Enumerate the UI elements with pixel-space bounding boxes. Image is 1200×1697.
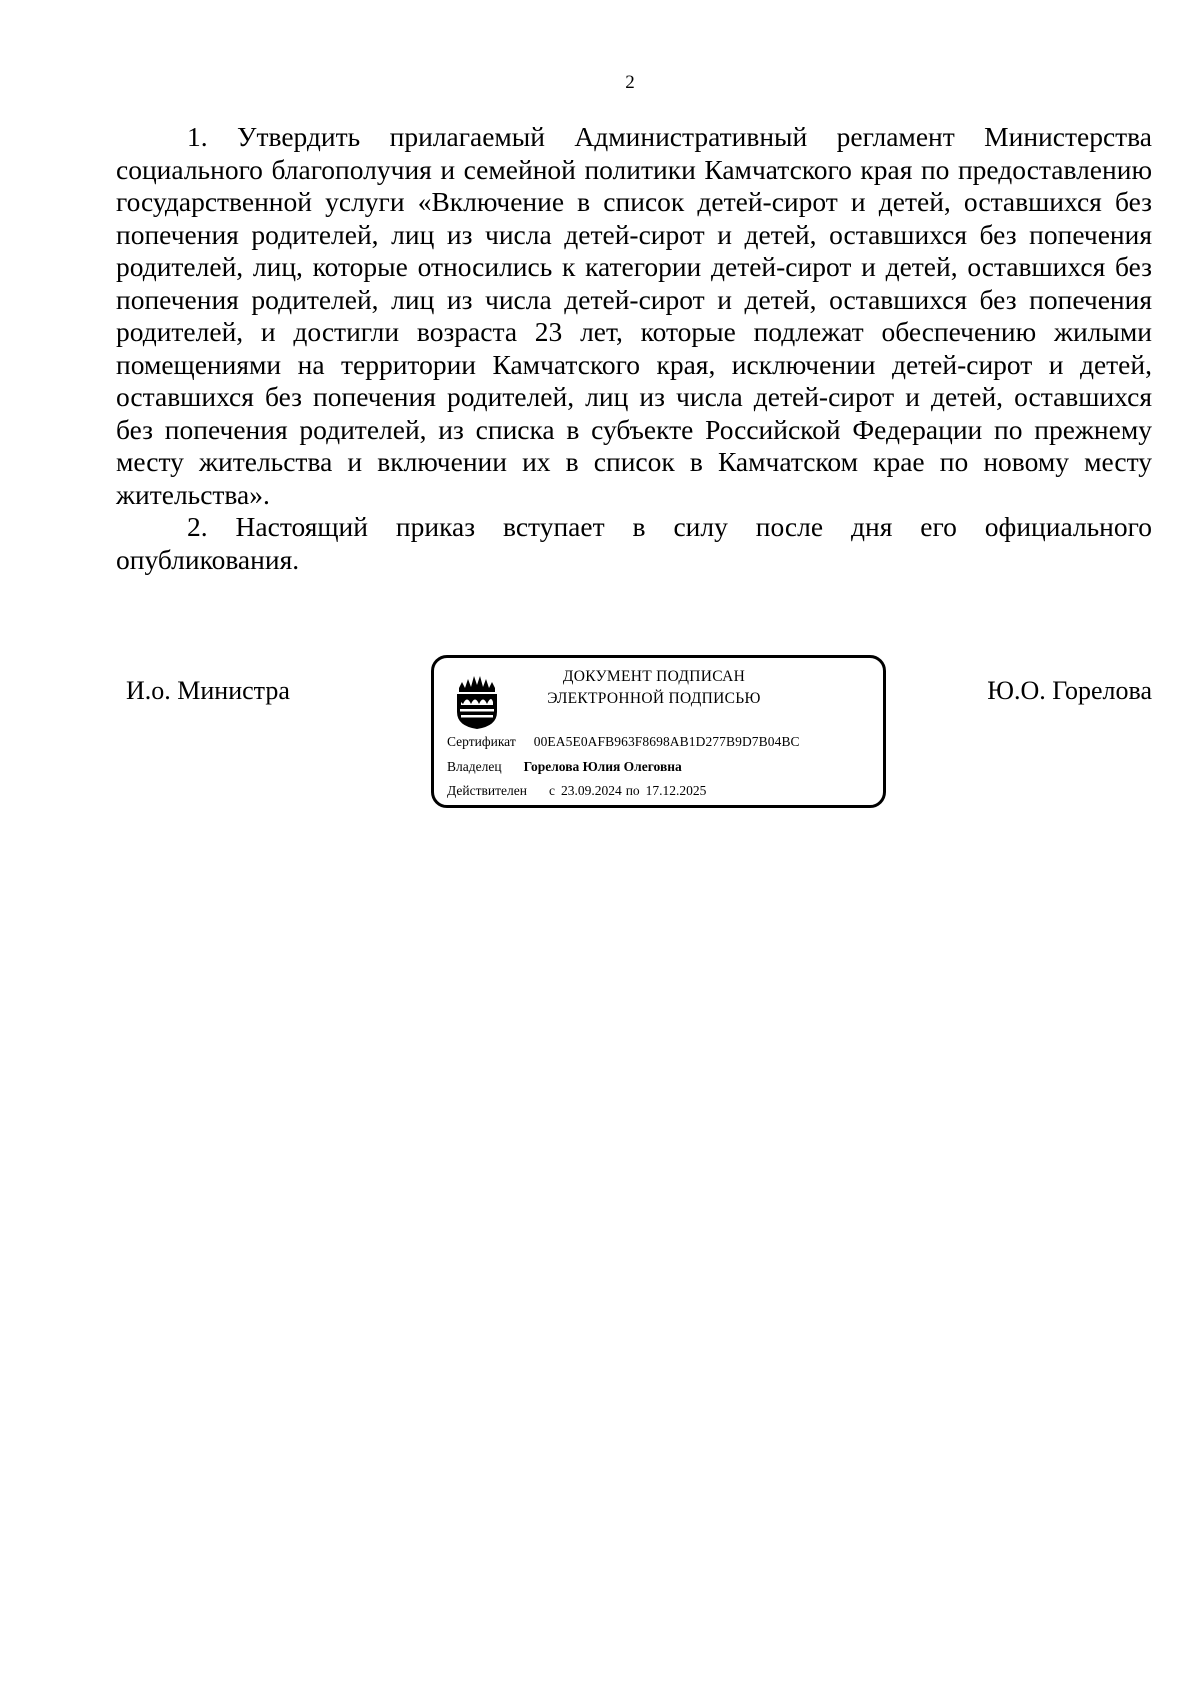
certificate-value: 00EA5E0AFB963F8698AB1D277B9D7B04BC [533, 734, 800, 749]
paragraph-approve-regulation: 1. Утвердить прилагаемый Административный регламент Министерства социального благополучия и семейной политики Камчатского края по предоставлению государственной услуги «Включение в список детей-сирот и детей, оставшихся без попечения родителей, лиц из числа детей-сирот и детей, оставшихся без попечения родителей, лиц, которые относились к категории детей-сирот и детей, оставшихся без попечения родителей, лиц из числа детей-сирот и детей, оставшихся без попечения родителей, и достигли возраста 23 лет, которые подлежат обеспечению жилыми помещениями на территории Камчатского края, исключении детей-сирот и детей, оставшихся без попечения родителей, лиц из числа детей-сирот и детей, оставшихся без попечения родителей, из списка в субъекте Российской Федерации по прежнему месту жительства и включении их в список в Камчатском крае по новому месту жительства». [116, 121, 1152, 510]
stamp-title-line-1: ДОКУМЕНТ ПОДПИСАН [562, 668, 746, 685]
page-number: 2 [625, 72, 635, 93]
document-body [116, 121, 1152, 576]
stamp-title-line-2: ЭЛЕКТРОННОЙ ПОДПИСЬЮ [547, 690, 761, 707]
paragraph-entry-into-force: 2. Настоящий приказ вступает в силу после дня его официального опубликования. [116, 511, 1152, 575]
signer-position: И.о. Министра [126, 676, 290, 705]
stamp-owner-row [447, 758, 682, 776]
signer-name: Ю.О. Горелова [987, 676, 1152, 705]
kamchatka-coat-of-arms-icon [451, 668, 503, 730]
valid-from-date: 23.09.2024 [560, 783, 622, 798]
electronic-signature-stamp [431, 655, 886, 808]
owner-label: Владелец [447, 759, 502, 774]
stamp-validity-row [447, 782, 706, 800]
owner-value: Горелова Юлия Олеговна [523, 759, 682, 774]
valid-to-date: 17.12.2025 [645, 783, 707, 798]
valid-to-prefix: по [625, 783, 640, 798]
validity-label: Действителен [447, 783, 527, 798]
certificate-label: Сертификат [447, 734, 516, 749]
valid-from-prefix: с [548, 783, 555, 798]
stamp-certificate-row [447, 733, 800, 751]
